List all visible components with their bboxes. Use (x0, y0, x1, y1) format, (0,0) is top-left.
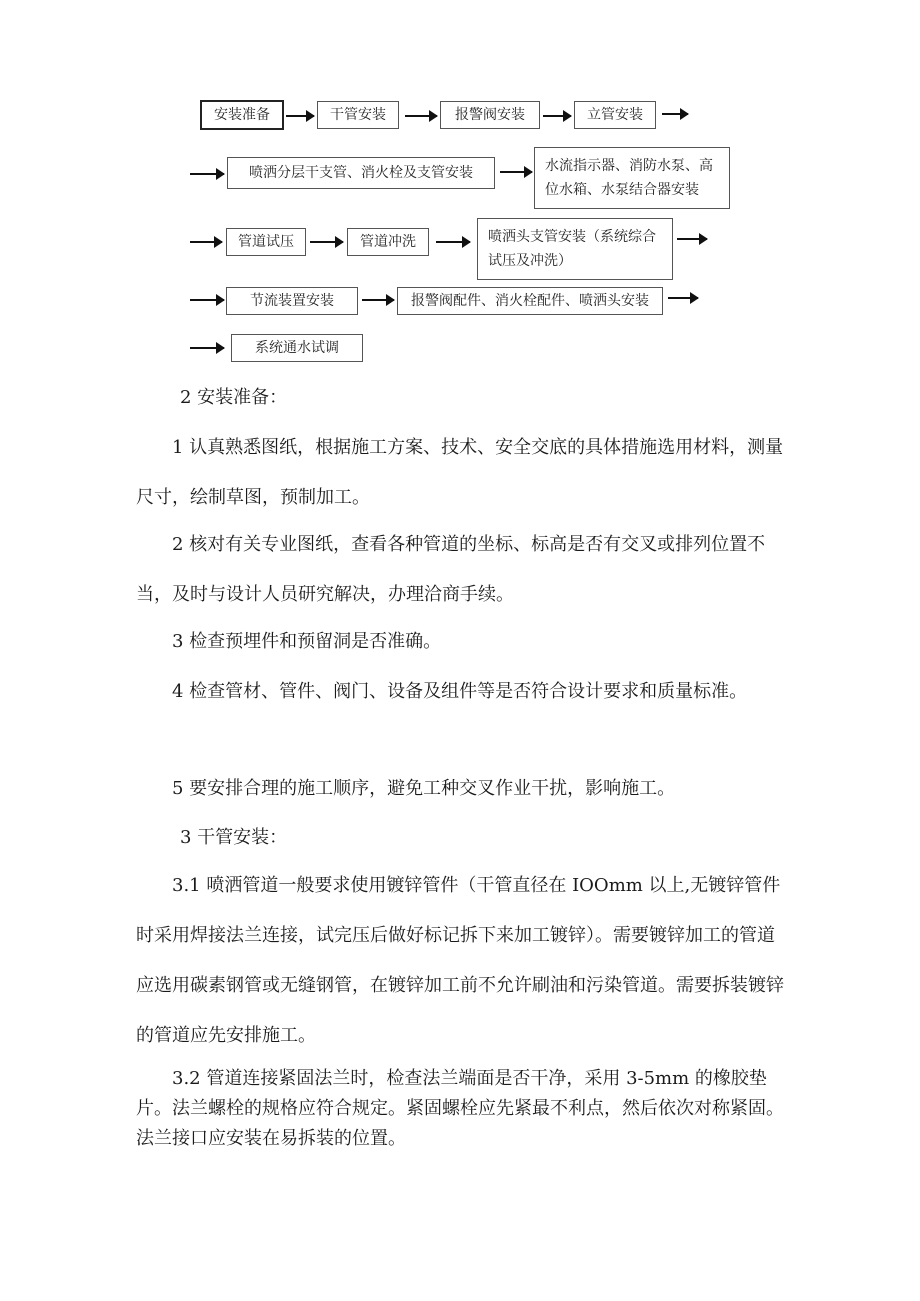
section-heading-install-prep: 2 安装准备： (180, 387, 288, 408)
flow-step-main-pipe: 干管安装 (317, 101, 399, 129)
paragraph-3-2: 3.2 管道连接紧固法兰时，检查法兰端面是否干净，采用 3-5mm 的橡胶垫片。法兰螺栓的规格应符合规定。紧固螺栓应先紧最不利点，然后依次对称紧固。法兰接口应安装在易拆装的位置。 (136, 1068, 784, 1149)
section-heading-main-pipe: 3 干管安装： (180, 827, 288, 848)
flow-arrow (362, 299, 394, 301)
flow-arrow (190, 347, 224, 349)
flow-arrow (543, 115, 571, 117)
flow-step-throttle-device: 节流装置安装 (226, 287, 358, 315)
paragraph-item-1: 1 认真熟悉图纸，根据施工方案、技术、安全交底的具体措施选用材料，测量尺寸，绘制草图，预制加工。 (136, 437, 784, 508)
flow-step-system-commissioning: 系统通水试调 (231, 334, 363, 362)
paragraph-item-2: 2 核对有关专业图纸，查看各种管道的坐标、标高是否有交叉或排列位置不当，及时与设计人员研究解决，办理洽商手续。 (136, 534, 766, 605)
flow-step-sprinkler-head-branch: 喷洒头支管安装（系统综合试压及冲洗） (477, 218, 673, 280)
flow-step-flushing: 管道冲洗 (347, 228, 429, 256)
flow-arrow (436, 241, 470, 243)
flow-arrow (190, 241, 222, 243)
flow-arrow (662, 113, 688, 115)
flow-step-install-prep: 安装准备 (200, 100, 284, 130)
flow-arrow (677, 238, 707, 240)
flow-arrow (190, 173, 224, 175)
flow-step-riser: 立管安装 (574, 101, 656, 129)
flow-step-alarm-valve-fittings: 报警阀配件、消火栓配件、喷洒头安装 (397, 287, 663, 315)
flow-step-water-flow-indicator: 水流指示器、消防水泵、高位水箱、水泵结合器安装 (534, 147, 730, 209)
flow-step-sprinkler-branch: 喷洒分层干支管、消火栓及支管安装 (227, 157, 495, 189)
flow-arrow (500, 171, 532, 173)
paragraph-3-1: 3.1 喷洒管道一般要求使用镀锌管件（干管直径在 IOOmm 以上,无镀锌管件时采用焊接法兰连接，试完压后做好标记拆下来加工镀锌）。需要镀锌加工的管道应选用碳素钢管或无缝钢管，在镀锌加工前不允许刷油和污染管道。需要拆装镀锌的管道应先安排施工。 (136, 875, 784, 1046)
flow-arrow (190, 299, 224, 301)
paragraph-item-4: 4 检查管材、管件、阀门、设备及组件等是否符合设计要求和质量标准。 (172, 681, 748, 702)
flow-arrow (286, 115, 314, 117)
flow-arrow (405, 115, 437, 117)
flow-step-pressure-test: 管道试压 (226, 228, 306, 256)
flow-arrow (310, 241, 343, 243)
paragraph-item-3: 3 检查预埋件和预留洞是否准确。 (172, 631, 442, 652)
flow-step-alarm-valve: 报警阀安装 (440, 101, 540, 129)
paragraph-item-5: 5 要安排合理的施工顺序，避免工种交叉作业干扰，影响施工。 (172, 778, 676, 799)
flow-arrow (668, 297, 698, 299)
